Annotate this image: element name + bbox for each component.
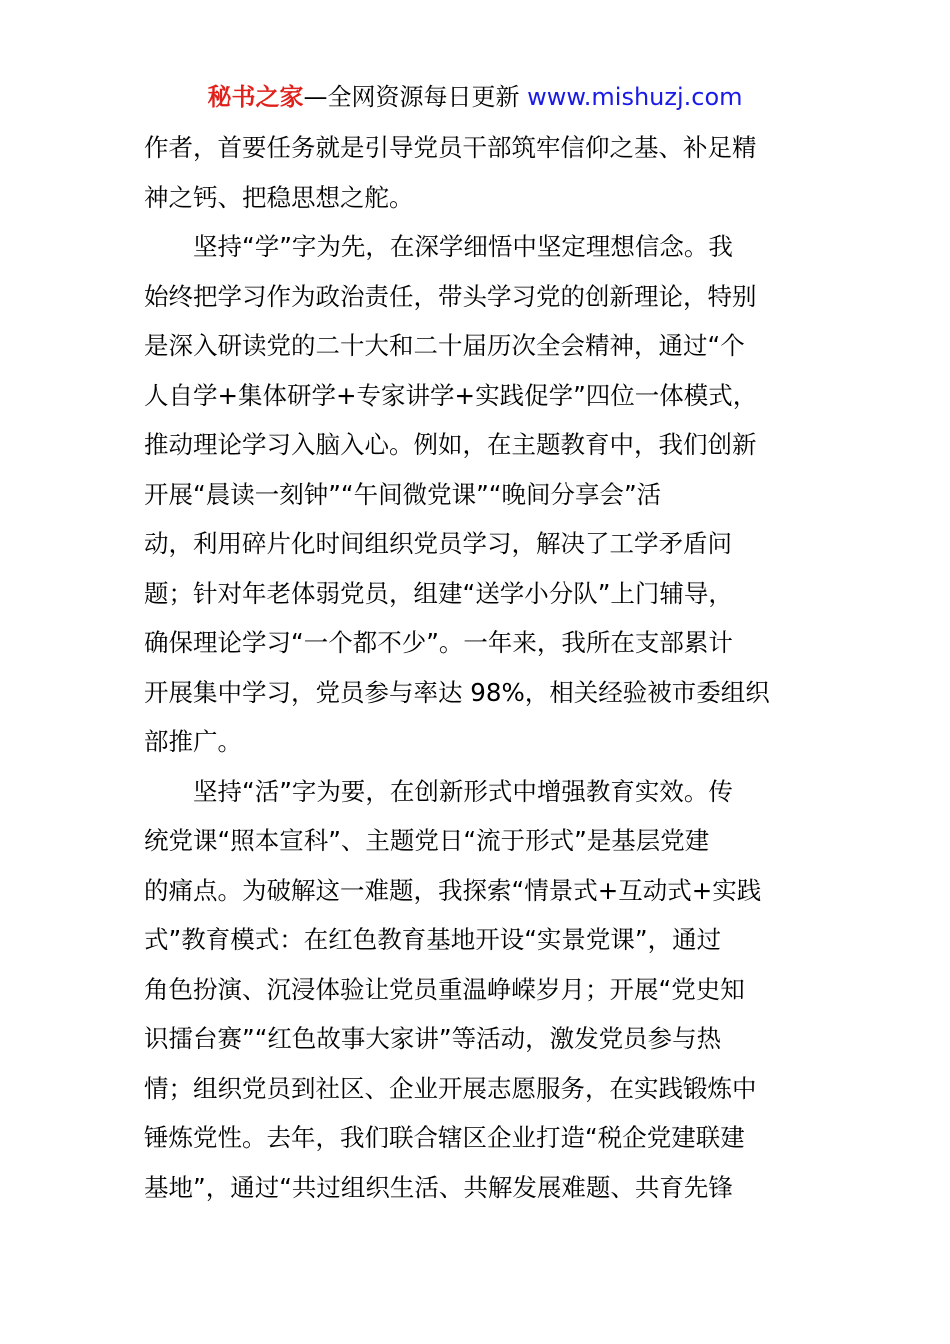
text-line: 识擂台赛”“红色故事大家讲”等活动，激发党员参与热 xyxy=(144,1024,722,1053)
header-brand: 秘书之家 xyxy=(207,83,304,111)
text-line: 始终把学习作为政治责任，带头学习党的创新理论，特别 xyxy=(144,281,757,311)
text-line: 统党课“照本宣科”、主题党日“流于形式”是基层党建 xyxy=(144,826,710,855)
text-line: 是深入研读党的二十大和二十届历次全会精神，通过“个 xyxy=(144,331,745,360)
text-line: 推动理论学习入脑入心。例如，在主题教育中，我们创新 xyxy=(144,430,757,459)
text-line: 的痛点。为破解这一难题，我探索“情景式+互动式+实践 xyxy=(144,875,762,905)
text-line: 坚持“学”字为先，在深学细悟中坚定理想信念。我 xyxy=(144,232,733,261)
text-line: 确保理论学习“一个都不少”。一年来，我所在支部累计 xyxy=(144,628,733,657)
text-line: 部推广。 xyxy=(144,727,242,756)
text-line: 人自学+集体研学+专家讲学+实践促学”四位一体模式， xyxy=(144,380,758,410)
text-line: 开展集中学习，党员参与率达 98%，相关经验被市委组织 xyxy=(144,677,770,707)
text-line: 动，利用碎片化时间组织党员学习，解决了工学矛盾问 xyxy=(144,529,732,558)
text-line: 开展“晨读一刻钟”“午间微党课”“晚间分享会”活 xyxy=(144,479,662,509)
header-tagline: —全网资源每日更新 xyxy=(303,83,528,111)
text-line: 基地”，通过“共过组织生活、共解发展难题、共育先锋 xyxy=(144,1172,733,1202)
text-line: 作者，首要任务就是引导党员干部筑牢信仰之基、补足精 xyxy=(144,133,757,162)
text-line: 情；组织党员到社区、企业开展志愿服务，在实践锻炼中 xyxy=(144,1073,757,1103)
text-line: 题；针对年老体弱党员，组建“送学小分队”上门辅导， xyxy=(144,578,733,608)
text-line: 式”教育模式：在红色教育基地开设“实景党课”，通过 xyxy=(144,925,722,954)
text-line: 角色扮演、沉浸体验让党员重温峥嵘岁月；开展“党史知 xyxy=(144,974,745,1004)
text-line: 锤炼党性。去年，我们联合辖区企业打造“税企党建联建 xyxy=(144,1123,745,1152)
document-body xyxy=(144,123,808,1212)
header-site-link[interactable]: www.mishuzj.com xyxy=(527,83,743,111)
text-line: 神之钙、把稳思想之舵。 xyxy=(144,182,414,212)
page-header xyxy=(0,80,950,114)
text-line: 坚持“活”字为要，在创新形式中增强教育实效。传 xyxy=(144,776,733,806)
